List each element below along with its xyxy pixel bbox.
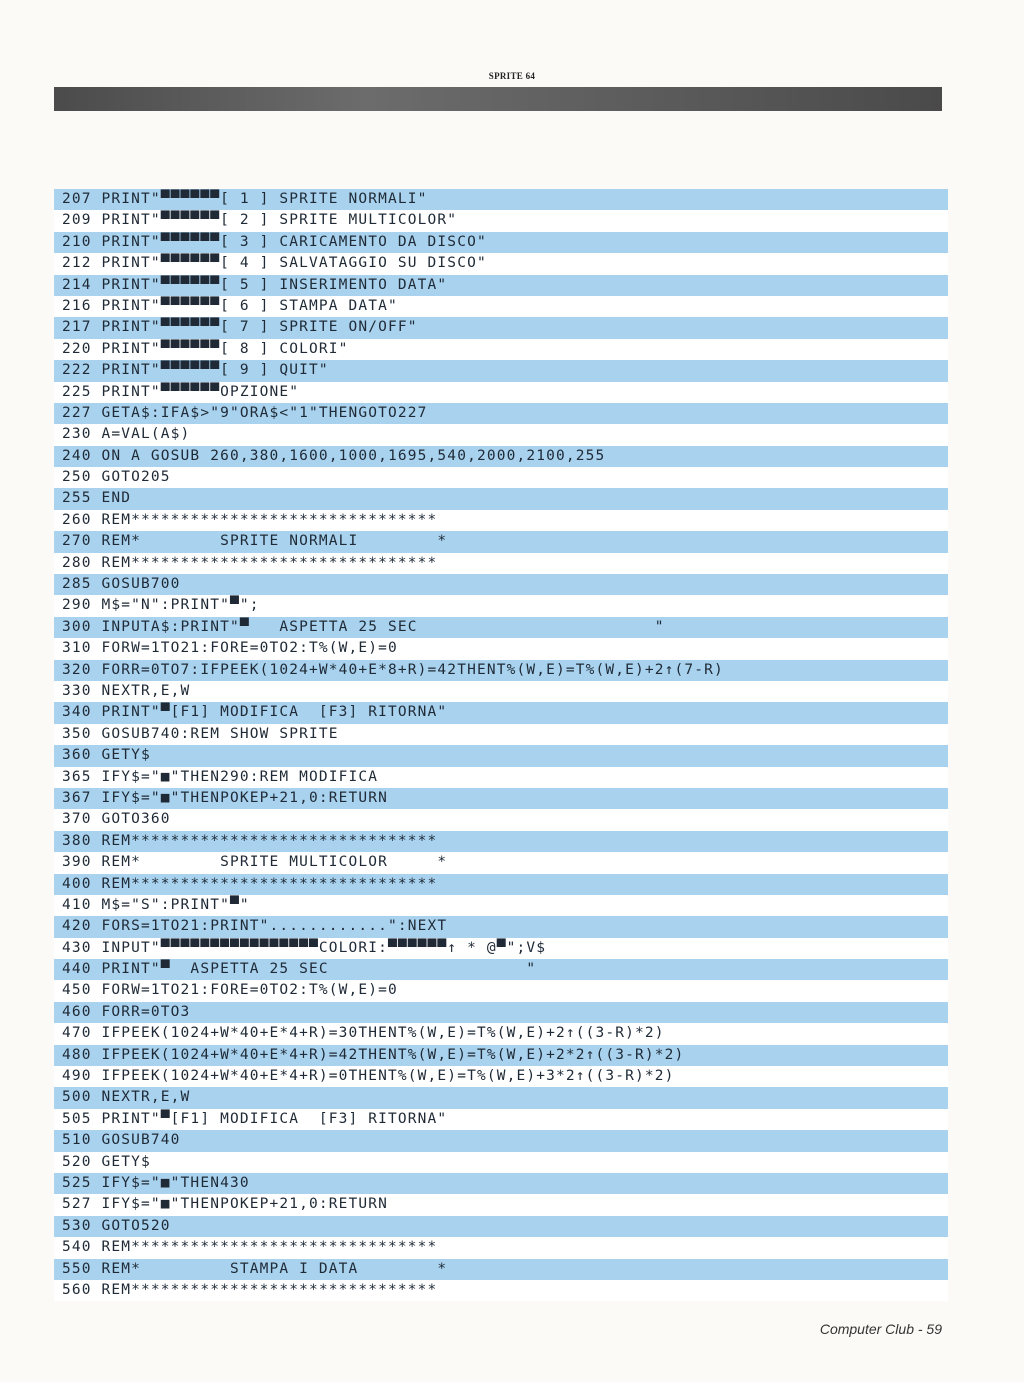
basic-code-listing [54,189,948,1301]
code-line: 360 GETY$ [54,745,948,766]
code-line: 310 FORW=1TO21:FORE=0TO2:T%(W,E)=0 [54,638,948,659]
code-line: 290 M$="N":PRINT"▀"; [54,595,948,616]
code-line: 216 PRINT"▀▀▀▀▀▀[ 6 ] STAMPA DATA" [54,296,948,317]
code-line: 280 REM******************************* [54,553,948,574]
code-line: 527 IFY$="■"THENPOKEP+21,0:RETURN [54,1194,948,1215]
code-line: 207 PRINT"▀▀▀▀▀▀[ 1 ] SPRITE NORMALI" [54,189,948,210]
code-line: 270 REM* SPRITE NORMALI * [54,531,948,552]
code-line: 530 GOTO520 [54,1216,948,1237]
code-line: 330 NEXTR,E,W [54,681,948,702]
code-line: 285 GOSUB700 [54,574,948,595]
code-line: 225 PRINT"▀▀▀▀▀▀OPZIONE" [54,382,948,403]
code-line: 500 NEXTR,E,W [54,1087,948,1108]
code-line: 250 GOTO205 [54,467,948,488]
code-line: 230 A=VAL(A$) [54,424,948,445]
code-line: 460 FORR=0TO3 [54,1002,948,1023]
code-line: 490 IFPEEK(1024+W*40+E*4+R)=0THENT%(W,E)=T%(W,E)+3*2↑((3-R)*2) [54,1066,948,1087]
code-line: 400 REM******************************* [54,874,948,895]
code-line: 350 GOSUB740:REM SHOW SPRITE [54,724,948,745]
code-line: 227 GETA$:IFA$>"9"ORA$<"1"THENGOTO227 [54,403,948,424]
code-line: 510 GOSUB740 [54,1130,948,1151]
code-line: 212 PRINT"▀▀▀▀▀▀[ 4 ] SALVATAGGIO SU DISCO" [54,253,948,274]
code-line: 550 REM* STAMPA I DATA * [54,1259,948,1280]
code-line: 300 INPUTA$:PRINT"▀ ASPETTA 25 SEC " [54,617,948,638]
code-line: 255 END [54,488,948,509]
code-line: 480 IFPEEK(1024+W*40+E*4+R)=42THENT%(W,E)=T%(W,E)+2*2↑((3-R)*2) [54,1045,948,1066]
code-line: 210 PRINT"▀▀▀▀▀▀[ 3 ] CARICAMENTO DA DISCO" [54,232,948,253]
code-line: 367 IFY$="■"THENPOKEP+21,0:RETURN [54,788,948,809]
code-line: 240 ON A GOSUB 260,380,1600,1000,1695,540,2000,2100,255 [54,446,948,467]
code-line: 340 PRINT"▀[F1] MODIFICA [F3] RITORNA" [54,702,948,723]
code-line: 220 PRINT"▀▀▀▀▀▀[ 8 ] COLORI" [54,339,948,360]
code-line: 470 IFPEEK(1024+W*40+E*4+R)=30THENT%(W,E)=T%(W,E)+2↑((3-R)*2) [54,1023,948,1044]
code-line: 390 REM* SPRITE MULTICOLOR * [54,852,948,873]
page-header-title: SPRITE 64 [488,71,536,81]
header-bar [54,87,942,111]
code-line: 430 INPUT"▀▀▀▀▀▀▀▀▀▀▀▀▀▀▀▀COLORI:▀▀▀▀▀▀↑ * @▀";V$ [54,938,948,959]
code-line: 520 GETY$ [54,1152,948,1173]
code-line: 540 REM******************************* [54,1237,948,1258]
code-line: 214 PRINT"▀▀▀▀▀▀[ 5 ] INSERIMENTO DATA" [54,275,948,296]
code-line: 370 GOTO360 [54,809,948,830]
code-line: 320 FORR=0TO7:IFPEEK(1024+W*40+E*8+R)=42THENT%(W,E)=T%(W,E)+2↑(7-R) [54,660,948,681]
code-line: 525 IFY$="■"THEN430 [54,1173,948,1194]
code-line: 420 FORS=1TO21:PRINT"............":NEXT [54,916,948,937]
code-line: 450 FORW=1TO21:FORE=0TO2:T%(W,E)=0 [54,980,948,1001]
code-line: 209 PRINT"▀▀▀▀▀▀[ 2 ] SPRITE MULTICOLOR" [54,210,948,231]
code-line: 505 PRINT"▀[F1] MODIFICA [F3] RITORNA" [54,1109,948,1130]
code-line: 440 PRINT"▀ ASPETTA 25 SEC " [54,959,948,980]
code-line: 380 REM******************************* [54,831,948,852]
code-line: 365 IFY$="■"THEN290:REM MODIFICA [54,767,948,788]
code-line: 410 M$="S":PRINT"▀" [54,895,948,916]
code-line: 222 PRINT"▀▀▀▀▀▀[ 9 ] QUIT" [54,360,948,381]
page-footer: Computer Club - 59 [819,1321,942,1337]
code-line: 560 REM******************************* [54,1280,948,1301]
code-line: 260 REM******************************* [54,510,948,531]
code-line: 217 PRINT"▀▀▀▀▀▀[ 7 ] SPRITE ON/OFF" [54,317,948,338]
